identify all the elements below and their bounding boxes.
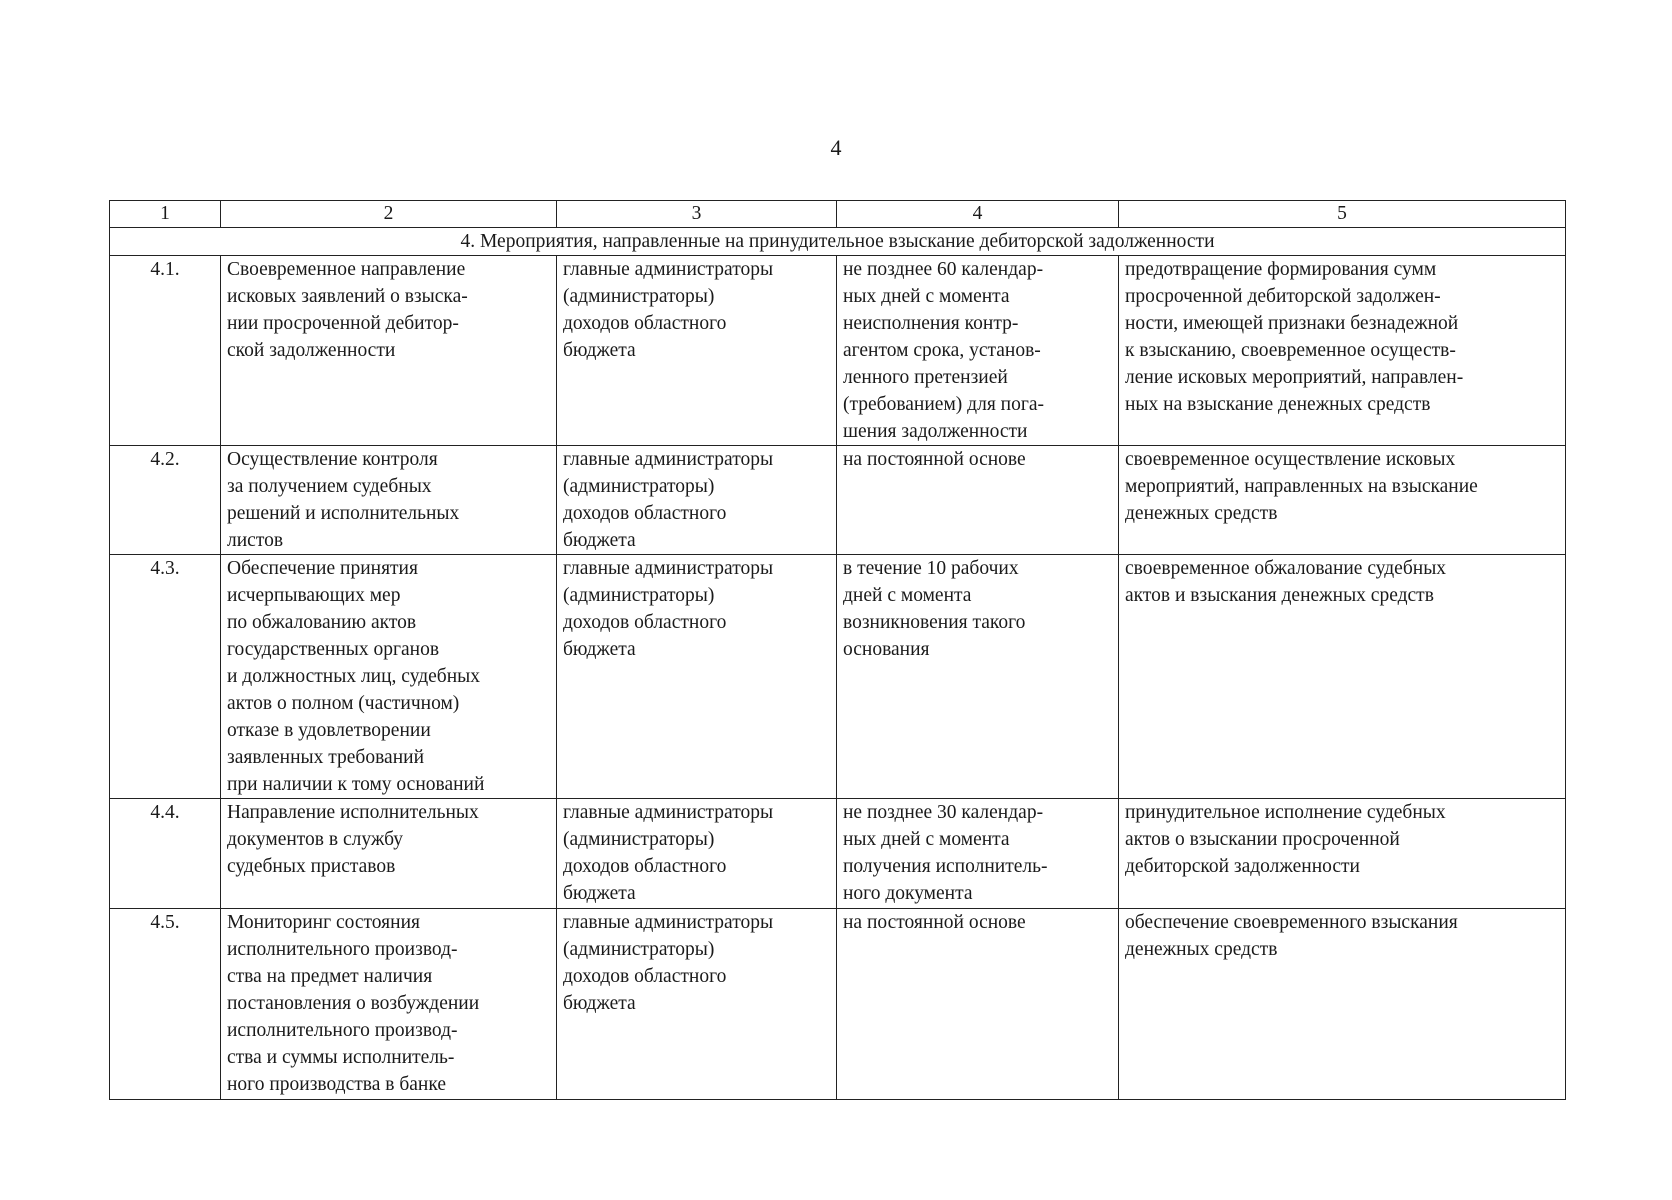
table-row — [110, 909, 1566, 1100]
measure-cell: Своевременное направление исковых заявлений о взыска- нии просроченной дебитор- ской задолженности — [221, 256, 557, 446]
deadline-cell: в течение 10 рабочих дней с момента возникновения такого основания — [837, 555, 1119, 799]
result-cell: принудительное исполнение судебных актов о взыскании просроченной дебиторской задолженности — [1119, 799, 1566, 909]
row-number: 4.2. — [110, 446, 221, 555]
row-number: 4.1. — [110, 256, 221, 446]
column-number-row — [110, 201, 1566, 228]
result-cell: обеспечение своевременного взыскания денежных средств — [1119, 909, 1566, 1100]
responsible-cell: главные администраторы (администраторы) доходов областного бюджета — [557, 446, 837, 555]
deadline-cell: не позднее 30 календар- ных дней с момента получения исполнитель- ного документа — [837, 799, 1119, 909]
row-number: 4.4. — [110, 799, 221, 909]
responsible-cell: главные администраторы (администраторы) доходов областного бюджета — [557, 555, 837, 799]
deadline-cell: на постоянной основе — [837, 446, 1119, 555]
table-row — [110, 555, 1566, 799]
result-cell: своевременное обжалование судебных актов и взыскания денежных средств — [1119, 555, 1566, 799]
column-header-3: 3 — [557, 201, 837, 228]
section-title: 4. Мероприятия, направленные на принудительное взыскание дебиторской задолженности — [110, 228, 1566, 256]
page-number: 4 — [830, 135, 842, 160]
column-header-2: 2 — [221, 201, 557, 228]
responsible-cell: главные администраторы (администраторы) доходов областного бюджета — [557, 909, 837, 1100]
measures-table — [109, 200, 1566, 1100]
responsible-cell: главные администраторы (администраторы) доходов областного бюджета — [557, 799, 837, 909]
table-row — [110, 256, 1566, 446]
measure-cell: Обеспечение принятия исчерпывающих мер по обжалованию актов государственных органов и должностных лиц, судебных актов о полном (частичном) отказе в удовлетворении заявленных требований при наличии к тому оснований — [221, 555, 557, 799]
column-header-1: 1 — [110, 201, 221, 228]
row-number: 4.5. — [110, 909, 221, 1100]
table-row — [110, 799, 1566, 909]
result-cell: предотвращение формирования сумм просроченной дебиторской задолжен- ности, имеющей признаки безнадежной к взысканию, своевременное осуществ- ление исковых мероприятий, направлен- ных на взыскание денежных средств — [1119, 256, 1566, 446]
row-number: 4.3. — [110, 555, 221, 799]
deadline-cell: не позднее 60 календар- ных дней с момента неисполнения контр- агентом срока, установ- ленного претензией (требованием) для пога- шения задолженности — [837, 256, 1119, 446]
result-cell: своевременное осуществление исковых мероприятий, направленных на взыскание денежных средств — [1119, 446, 1566, 555]
deadline-cell: на постоянной основе — [837, 909, 1119, 1100]
section-title-row — [110, 228, 1566, 256]
measure-cell: Направление исполнительных документов в службу судебных приставов — [221, 799, 557, 909]
responsible-cell: главные администраторы (администраторы) доходов областного бюджета — [557, 256, 837, 446]
measure-cell: Осуществление контроля за получением судебных решений и исполнительных листов — [221, 446, 557, 555]
measure-cell: Мониторинг состояния исполнительного производ- ства на предмет наличия постановления о возбуждении исполнительного производ- ства и суммы исполнитель- ного производства в банке — [221, 909, 557, 1100]
column-header-4: 4 — [837, 201, 1119, 228]
table-row — [110, 446, 1566, 555]
column-header-5: 5 — [1119, 201, 1566, 228]
